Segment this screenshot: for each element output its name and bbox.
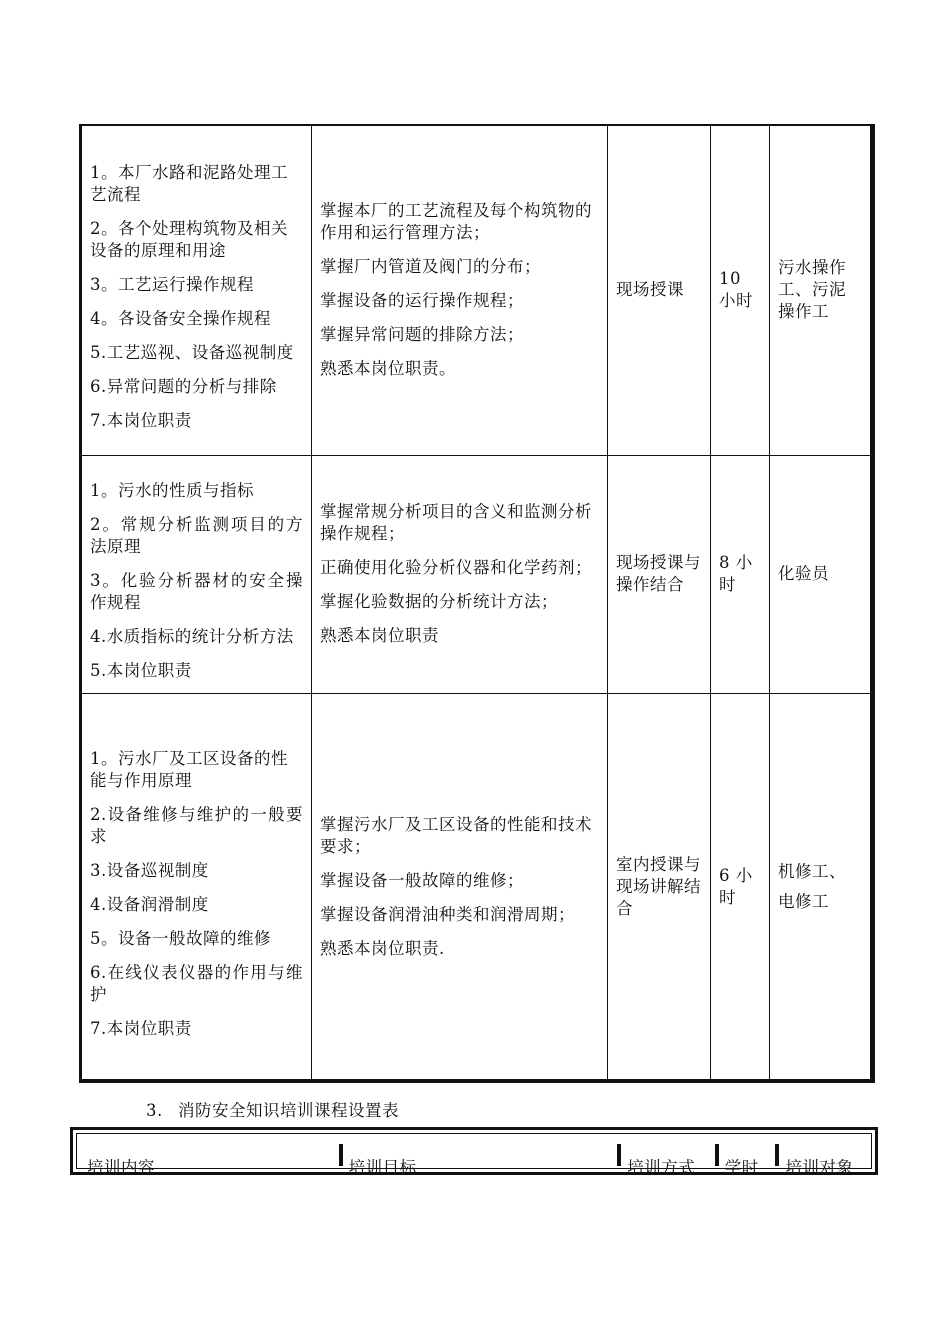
column-divider [339, 1144, 343, 1166]
target-text: 污水操作工、污泥操作工 [778, 258, 846, 322]
goal-item: 掌握常规分析项目的含义和监测分析操作规程； [320, 502, 592, 544]
training-content-cell [81, 694, 312, 1081]
table-row [81, 694, 873, 1081]
goal-item: 掌握化验数据的分析统计方法； [320, 592, 558, 612]
header-cell-goal [339, 1134, 618, 1177]
header-label: 培训内容 [87, 1158, 155, 1177]
training-goal-cell [312, 455, 608, 693]
training-hours-cell [711, 125, 770, 455]
goal-item: 掌握异常问题的排除方法； [320, 325, 524, 345]
training-goal-cell [312, 125, 608, 455]
method-text: 室内授课与现场讲解结合 [616, 854, 701, 918]
content-item: 7.本岗位职责 [90, 411, 192, 431]
content-item: 5。设备一般故障的维修 [90, 928, 271, 948]
section-number: 3. [146, 1101, 163, 1120]
hours-text: 8 小时 [719, 553, 753, 595]
training-content-cell [81, 125, 312, 455]
method-text: 现场授课 [616, 280, 684, 300]
header-label: 培训目标 [348, 1158, 417, 1177]
goal-item: 掌握厂内管道及阀门的分布； [320, 257, 541, 277]
content-item: 1。污水厂及工区设备的性能与作用原理 [90, 748, 288, 790]
content-item: 1。污水的性质与指标 [90, 481, 254, 501]
training-hours-cell [711, 455, 770, 693]
content-item: 1。本厂水路和泥路处理工艺流程 [90, 163, 288, 205]
content-item: 6.在线仪表仪器的作用与维护 [90, 962, 303, 1004]
header-cell-hours [715, 1134, 776, 1177]
content-item: 2。常规分析监测项目的方法原理 [90, 515, 303, 557]
goal-item: 熟悉本岗位职责。 [320, 359, 456, 379]
target-text: 机修工、 [778, 861, 846, 881]
column-divider [715, 1144, 719, 1166]
training-method-cell [608, 125, 711, 455]
fire-safety-table-header [70, 1127, 878, 1175]
goal-item: 熟悉本岗位职责. [320, 938, 445, 958]
goal-item: 掌握本厂的工艺流程及每个构筑物的作用和运行管理方法； [320, 201, 592, 243]
header-cell-method [617, 1134, 715, 1177]
content-item: 4。各设备安全操作规程 [90, 309, 271, 329]
training-method-cell [608, 455, 711, 693]
content-item: 4.水质指标的统计分析方法 [90, 627, 294, 647]
content-item: 2。各个处理构筑物及相关设备的原理和用途 [90, 219, 288, 261]
content-item: 7.本岗位职责 [90, 1018, 192, 1038]
training-method-cell [608, 694, 711, 1081]
training-course-table [79, 124, 875, 1083]
goal-item: 正确使用化验分析仪器和化学药剂； [320, 558, 592, 578]
training-content-cell [81, 455, 312, 693]
hours-text: 6 小时 [719, 865, 753, 907]
table-row [81, 455, 873, 693]
goal-item: 掌握设备润滑油种类和润滑周期； [320, 904, 575, 924]
section-heading [146, 1097, 399, 1121]
training-hours-cell [711, 694, 770, 1081]
content-item: 3.设备巡视制度 [90, 860, 209, 880]
goal-item: 熟悉本岗位职责 [320, 626, 439, 646]
hours-text: 10 小时 [719, 269, 753, 311]
content-item: 5.工艺巡视、设备巡视制度 [90, 343, 294, 363]
content-item: 3。化验分析器材的安全操作规程 [90, 571, 303, 613]
content-item: 5.本岗位职责 [90, 661, 192, 681]
content-item: 6.异常问题的分析与排除 [90, 377, 277, 397]
header-label: 培训方式 [627, 1158, 696, 1177]
goal-item: 掌握设备一般故障的维修； [320, 870, 524, 890]
target-text: 化验员 [778, 564, 829, 584]
header-label: 学时 [724, 1158, 759, 1177]
table-row [81, 125, 873, 455]
section-title: 消防安全知识培训课程设置表 [178, 1101, 399, 1120]
content-item: 4.设备润滑制度 [90, 894, 209, 914]
target-text: 电修工 [778, 891, 829, 911]
training-target-cell [770, 694, 873, 1081]
goal-item: 掌握设备的运行操作规程； [320, 291, 524, 311]
header-cell-content [77, 1134, 339, 1177]
training-target-cell [770, 125, 873, 455]
training-goal-cell [312, 694, 608, 1081]
method-text: 现场授课与操作结合 [616, 553, 701, 595]
content-item: 3。工艺运行操作规程 [90, 275, 254, 295]
content-item: 2.设备维修与维护的一般要求 [90, 804, 303, 846]
header-label: 培训对象 [785, 1158, 854, 1177]
header-cell-target [775, 1134, 871, 1177]
column-divider [617, 1144, 621, 1166]
goal-item: 掌握污水厂及工区设备的性能和技术要求； [320, 814, 592, 856]
training-target-cell [770, 455, 873, 693]
column-divider [775, 1144, 779, 1166]
